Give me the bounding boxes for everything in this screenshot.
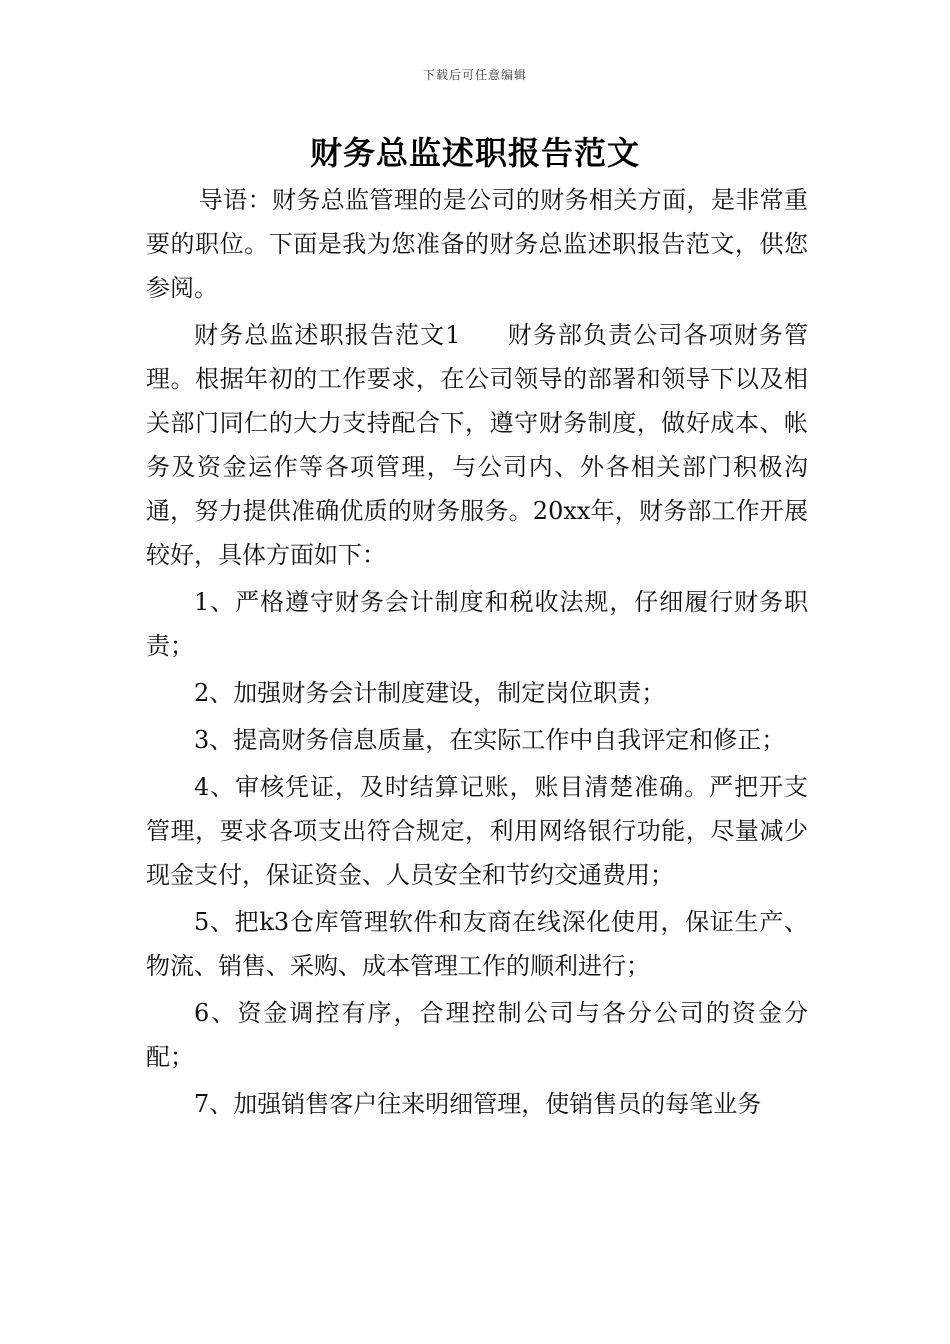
- list-item-6: 6、资金调控有序，合理控制公司与各分公司的资金分配；: [146, 999, 808, 1071]
- section-heading: 财务总监述职报告范文1: [194, 321, 461, 349]
- section-lead: 财务部负责公司各项财务管理。根据年初的工作要求，在公司领导的部署和领导下以及相关部门同仁的大力支持配合下，遵守财务制度，做好成本、帐务及资金运作等各项管理，与公司内、外各相关部门积极沟通，努力提供准确优质的财务服务。20xx年，财务部工作开展较好，具体方面如下：: [146, 321, 808, 569]
- document-body: [146, 178, 808, 1126]
- intro-paragraph: 导语：财务总监管理的是公司的财务相关方面，是非常重要的职位。下面是我为您准备的财务总监述职报告范文，供您参阅。: [146, 186, 808, 302]
- list-item-3: 3、提高财务信息质量，在实际工作中自我评定和修正；: [194, 726, 786, 754]
- list-item-4: 4、审核凭证，及时结算记账，账目清楚准确。严把开支管理，要求各项支出符合规定，利用网络银行功能，尽量减少现金支付，保证资金、人员安全和节约交通费用；: [146, 773, 808, 889]
- document-title: 财务总监述职报告范文: [309, 134, 640, 172]
- header-note: 下载后可任意编辑: [422, 68, 527, 82]
- section-paragraph: [146, 313, 808, 577]
- list-item-1: 1、严格遵守财务会计制度和税收法规，仔细履行财务职责；: [146, 588, 808, 660]
- list-item-2: 2、加强财务会计制度建设，制定岗位职责；: [194, 679, 666, 707]
- list-item-7: 7、加强销售客户往来明细管理，使销售员的每笔业务: [194, 1090, 762, 1118]
- list-item-5: 5、把k3仓库管理软件和友商在线深化使用，保证生产、物流、销售、采购、成本管理工作的顺利进行；: [146, 908, 808, 980]
